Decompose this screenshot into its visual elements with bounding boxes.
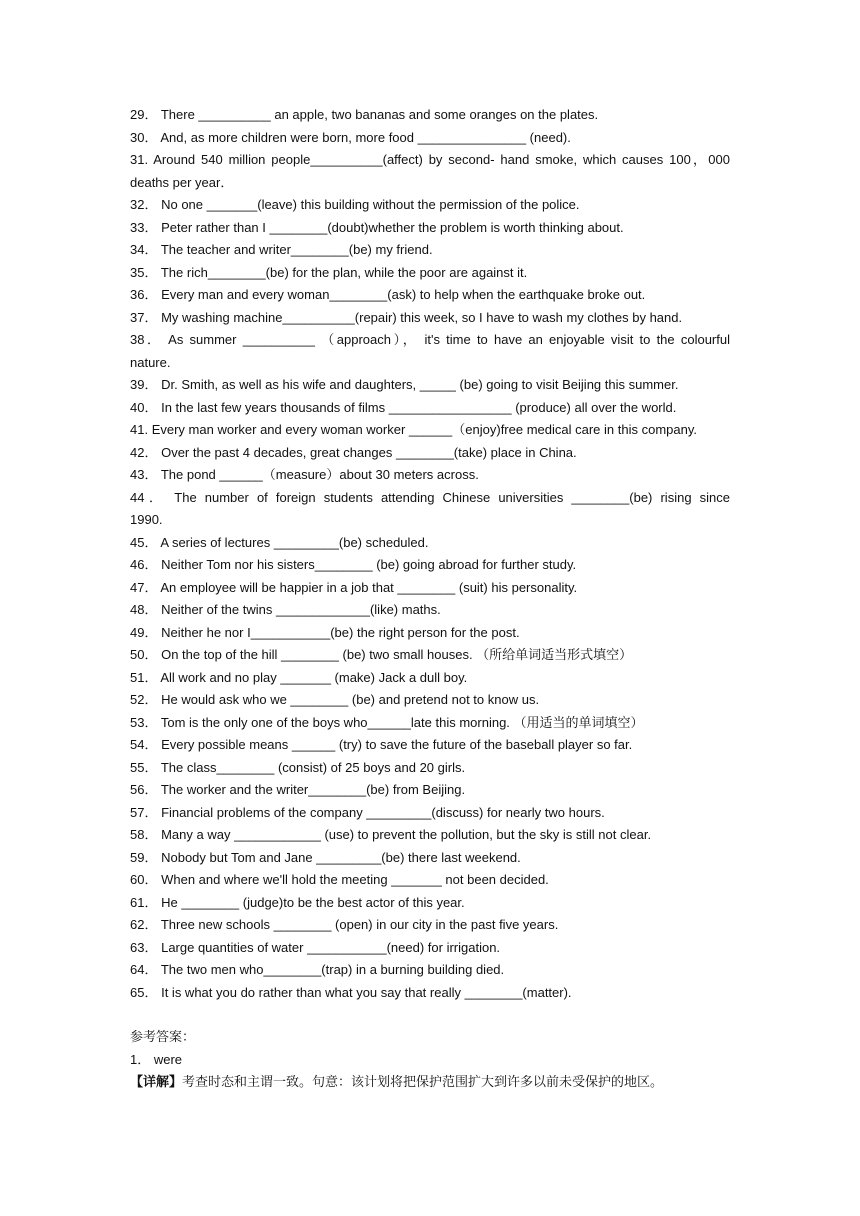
- question-text: An employee will be happier in a job that ________ (suit) his personality.: [160, 579, 578, 595]
- answers-heading: 参考答案：: [130, 1029, 196, 1044]
- question-text: When and where we'll hold the meeting _______ not been decided.: [161, 872, 549, 887]
- question-item: [130, 194, 730, 217]
- question-item: [130, 824, 730, 847]
- question-item: [130, 532, 730, 555]
- question-text: Every man and every woman________(ask) to help when the earthquake broke out.: [161, 287, 646, 302]
- question-item: [130, 644, 730, 667]
- question-text: The pond ______（measure）about 30 meters across.: [160, 467, 479, 482]
- question-text: Three new schools ________ (open) in our city in the past five years.: [160, 917, 559, 932]
- question-number: 48．: [130, 602, 158, 617]
- question-text: My washing machine__________(repair) this week, so I have to wash my clothes by hand.: [161, 309, 683, 325]
- question-number: 40．: [130, 399, 158, 415]
- question-text: Neither he nor I___________(be) the right person for the post.: [161, 624, 520, 640]
- question-item: [130, 239, 730, 262]
- question-text: And, as more children were born, more food _______________ (need).: [160, 129, 571, 145]
- question-number: 44．: [130, 489, 167, 505]
- question-item: [130, 914, 730, 937]
- question-number: 39．: [130, 377, 158, 392]
- question-text: Every possible means ______ (try) to save the future of the baseball player so far.: [161, 737, 633, 752]
- question-item: [130, 374, 730, 397]
- question-item: [130, 937, 730, 960]
- question-item: [130, 869, 730, 892]
- question-number: 63．: [130, 939, 158, 955]
- question-number: 49．: [130, 624, 158, 640]
- question-text: On the top of the hill ________ (be) two small houses. （所给单词适当形式填空）: [161, 647, 633, 662]
- question-text: The worker and the writer________(be) from Beijing.: [160, 782, 466, 797]
- question-number: 59．: [130, 849, 158, 865]
- question-list: [130, 104, 730, 1004]
- question-number: 47．: [130, 579, 158, 595]
- question-text: It is what you do rather than what you say that really ________(matter).: [161, 984, 572, 1000]
- question-number: 35．: [130, 264, 158, 280]
- question-continuation: nature.: [130, 354, 171, 370]
- question-item: [130, 464, 730, 487]
- question-text: The class________ (consist) of 25 boys and 20 girls.: [160, 759, 466, 775]
- question-item: [130, 757, 730, 780]
- question-text: Tom is the only one of the boys who______late this morning. （用适当的单词填空）: [160, 714, 644, 730]
- question-item: [130, 127, 730, 150]
- question-text: Neither of the twins _____________(like) maths.: [161, 602, 441, 617]
- question-text: Around 540 million people__________(affect) by second- hand smoke, which causes 100，000: [153, 152, 730, 167]
- question-number: 62．: [130, 917, 158, 932]
- question-item: [130, 689, 730, 712]
- exercise-content: [130, 104, 730, 1094]
- question-item: [130, 554, 730, 577]
- question-number: 61．: [130, 894, 158, 910]
- question-number: 32．: [130, 197, 158, 212]
- question-number: 46．: [130, 557, 158, 572]
- question-number: 36．: [130, 287, 158, 302]
- question-continuation: deaths per year．: [130, 174, 234, 190]
- question-number: 34．: [130, 242, 158, 257]
- answer-item: [130, 1049, 730, 1072]
- question-item: [130, 802, 730, 825]
- question-number: 31.: [130, 152, 149, 167]
- question-item: [130, 982, 730, 1005]
- question-item: [130, 419, 730, 442]
- question-item: [130, 442, 730, 465]
- question-number: 55．: [130, 759, 158, 775]
- answer-text: were: [153, 1051, 183, 1067]
- question-text: He ________ (judge)to be the best actor of this year.: [161, 894, 465, 910]
- question-number: 52．: [130, 692, 158, 707]
- answer-explanation: [130, 1071, 730, 1094]
- question-item: [130, 712, 730, 735]
- question-number: 30．: [130, 129, 158, 145]
- question-item: [130, 734, 730, 757]
- question-number: 58．: [130, 827, 158, 842]
- question-text: Large quantities of water ___________(need) for irrigation.: [161, 939, 501, 955]
- question-text: As summer __________ （approach）， it's time to have an enjoyable visit to the colourful: [168, 332, 730, 347]
- question-item: [130, 329, 730, 352]
- question-number: 54．: [130, 737, 158, 752]
- question-number: 38．: [130, 332, 163, 347]
- question-item: [130, 284, 730, 307]
- question-number: 60．: [130, 872, 158, 887]
- question-number: 45．: [130, 534, 158, 550]
- question-number: 53．: [130, 714, 158, 730]
- question-item: [130, 959, 730, 982]
- question-text: There __________ an apple, two bananas and some oranges on the plates.: [160, 107, 599, 122]
- question-text: Every man worker and every woman worker ______（enjoy)free medical care in this company.: [151, 422, 697, 437]
- question-text: Neither Tom nor his sisters________ (be) going abroad for further study.: [161, 557, 577, 572]
- question-number: 50．: [130, 647, 158, 662]
- question-text: Over the past 4 decades, great changes ________(take) place in China.: [161, 444, 577, 460]
- question-text: The rich________(be) for the plan, while the poor are against it.: [160, 264, 528, 280]
- question-text: Many a way ____________ (use) to prevent the pollution, but the sky is still not clear.: [161, 827, 652, 842]
- question-item: [130, 487, 730, 510]
- question-number: 33．: [130, 219, 158, 235]
- question-text: He would ask who we ________ (be) and pretend not to know us.: [161, 692, 540, 707]
- question-item: [130, 599, 730, 622]
- question-number: 43．: [130, 467, 158, 482]
- question-text: The number of foreign students attending Chinese universities ________(be) rising since: [174, 489, 730, 505]
- question-number: 41.: [130, 422, 149, 437]
- question-text: All work and no play _______ (make) Jack a dull boy.: [160, 669, 468, 685]
- question-text: Nobody but Tom and Jane _________(be) there last weekend.: [161, 849, 521, 865]
- question-text: A series of lectures _________(be) scheduled.: [160, 534, 429, 550]
- answer-number: 1．: [130, 1051, 151, 1067]
- question-number: 42．: [130, 444, 158, 460]
- section-spacer: [130, 1004, 730, 1026]
- question-item: [130, 307, 730, 330]
- question-item: [130, 217, 730, 240]
- question-number: 29．: [130, 107, 158, 122]
- explanation-text: 考查时态和主谓一致。句意：该计划将把保护范围扩大到许多以前未受保护的地区。: [182, 1074, 664, 1089]
- question-item: [130, 104, 730, 127]
- question-text: The teacher and writer________(be) my friend.: [160, 242, 433, 257]
- question-text: No one _______(leave) this building without the permission of the police.: [161, 197, 580, 212]
- question-item: [130, 667, 730, 690]
- question-text: Peter rather than I ________(doubt)whether the problem is worth thinking about.: [161, 219, 624, 235]
- question-number: 56．: [130, 782, 158, 797]
- question-item: [130, 262, 730, 285]
- question-text: Dr. Smith, as well as his wife and daughters, _____ (be) going to visit Beijing this summer.: [161, 377, 679, 392]
- question-item: [130, 397, 730, 420]
- question-item: [130, 149, 730, 172]
- question-item: [130, 779, 730, 802]
- question-item: [130, 892, 730, 915]
- question-item: [130, 847, 730, 870]
- question-continuation: 1990.: [130, 512, 163, 527]
- question-item: [130, 622, 730, 645]
- question-text: Financial problems of the company _________(discuss) for nearly two hours.: [161, 804, 605, 820]
- question-number: 64．: [130, 962, 158, 977]
- question-text: In the last few years thousands of films _________________ (produce) all over the world.: [161, 399, 677, 415]
- question-text: The two men who________(trap) in a burning building died.: [160, 962, 505, 977]
- question-number: 57．: [130, 804, 158, 820]
- question-item: [130, 577, 730, 600]
- explanation-label: 【详解】: [130, 1074, 183, 1089]
- question-number: 51．: [130, 669, 158, 685]
- question-number: 65．: [130, 984, 158, 1000]
- question-number: 37．: [130, 309, 158, 325]
